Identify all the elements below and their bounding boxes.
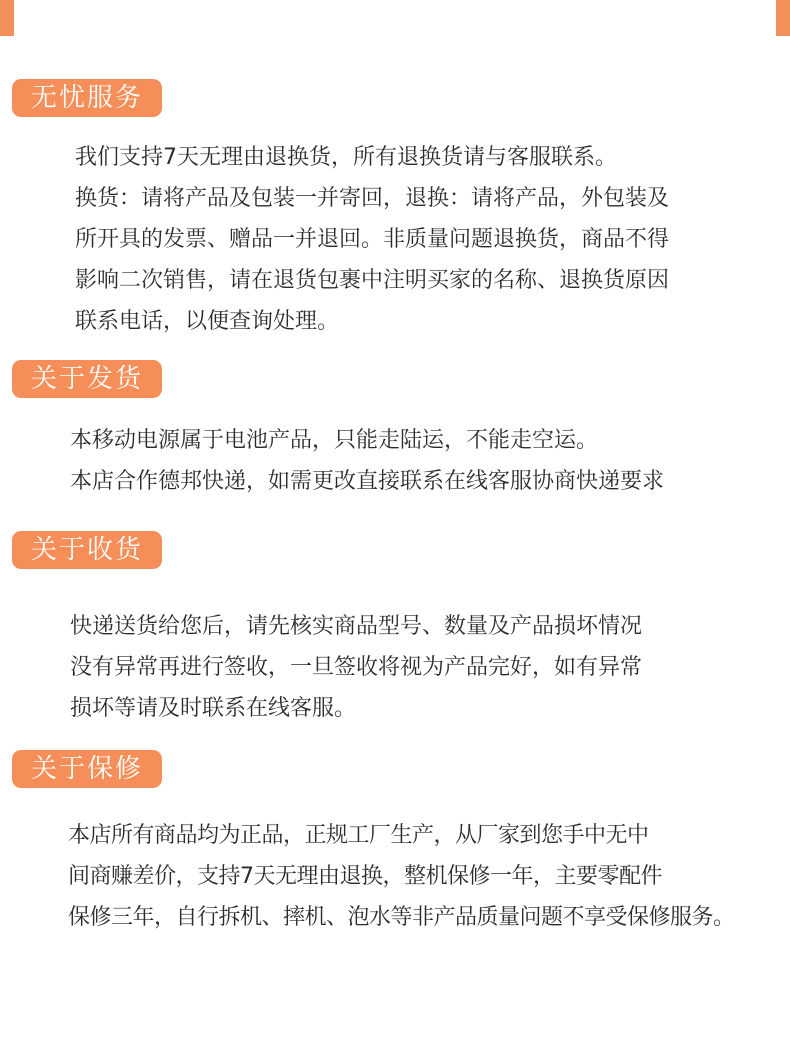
- text-line: 影响二次销售，请在退货包裹中注明买家的名称、退换货原因: [75, 268, 670, 293]
- section-body-service: [75, 137, 669, 342]
- section-body-shipping: [70, 420, 664, 502]
- text-line: 本移动电源属于电池产品，只能走陆运，不能走空运。: [70, 428, 599, 453]
- text-line: 所开具的发票、赠品一并退回。非质量问题退换货，商品不得: [75, 227, 670, 252]
- section-tag-service: 无忧服务: [12, 79, 162, 117]
- text-line: 换货：请将产品及包装一并寄回，退换：请将产品，外包装及: [75, 186, 670, 211]
- text-line: 我们支持7天无理由退换货，所有退换货请与客服联系。: [75, 145, 617, 170]
- banner-title-cut: [0, 0, 790, 4]
- text-line: 间商赚差价，支持7天无理由退换，整机保修一年，主要零配件: [68, 864, 662, 889]
- section-tag-shipping: 关于发货: [12, 360, 162, 398]
- banner-edge-left: [0, 0, 14, 36]
- text-line: 本店所有商品均为正品，正规工厂生产，从厂家到您手中无中: [68, 823, 649, 848]
- section-body-receiving: [70, 606, 642, 729]
- text-line: 损坏等请及时联系在线客服。: [70, 696, 357, 721]
- text-line: 快递送货给您后，请先核实商品型号、数量及产品损坏情况: [70, 614, 643, 639]
- banner-edge-right: [776, 0, 790, 36]
- text-line: 本店合作德邦快递，如需更改直接联系在线客服协商快递要求: [70, 469, 665, 494]
- text-line: 联系电话，以便查询处理。: [75, 309, 340, 334]
- top-banner: [0, 0, 790, 40]
- section-body-warranty: [68, 815, 735, 938]
- section-tag-receiving: 关于收货: [12, 531, 162, 569]
- section-tag-warranty: 关于保修: [12, 750, 162, 788]
- text-line: 保修三年，自行拆机、摔机、泡水等非产品质量问题不享受保修服务。: [68, 905, 735, 930]
- text-line: 没有异常再进行签收，一旦签收将视为产品完好，如有异常: [70, 655, 643, 680]
